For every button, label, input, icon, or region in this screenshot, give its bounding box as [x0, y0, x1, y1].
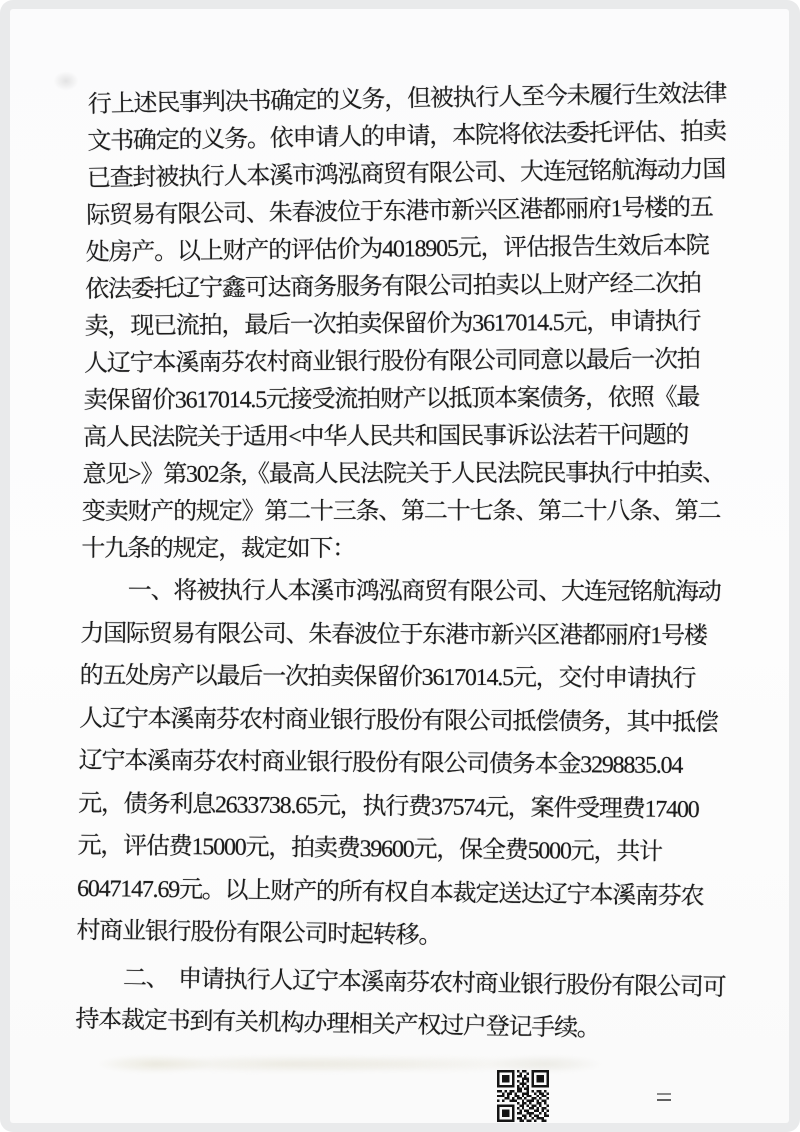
text-line: 变卖财产的规定》第二十三条、第二十七条、第二十八条、第二: [81, 498, 721, 526]
text-line: 6047147.69元。以上财产的所有权自本裁定送达辽宁本溪南芬农: [76, 875, 704, 910]
paragraph: [75, 957, 743, 1042]
qr-code: [497, 1070, 549, 1122]
equals-mark: [657, 1093, 671, 1101]
text-line: 元，评估费15000元，拍卖费39600元，保全费5000元，共计: [77, 832, 663, 866]
equals-mark-top-bar: [657, 1093, 671, 1095]
text-line: 十九条的规定，裁定如下：: [81, 535, 356, 563]
text-line: 二、 申请执行人辽宁本溪南芬农村商业银行股份有限公司可: [122, 965, 726, 1001]
text-line: 持本裁定书到有关机构办理相关产权过户登记手续。: [75, 1006, 600, 1042]
paragraph: [76, 570, 743, 953]
text-line: 一、将被执行人本溪市鸿泓商贸有限公司、大连冠铭航海动: [127, 578, 721, 606]
text-line: 高人民法院关于适用<中华人民共和国民事诉讼法若干问题的: [82, 422, 689, 452]
equals-mark-bottom-bar: [657, 1099, 671, 1101]
text-line: 文书确定的义务。依申请人的申请，本院将依法委托评估、拍卖: [87, 118, 726, 156]
text-line: 卖保留价3617014.5元接受流拍财产以抵顶本案债务，依照《最: [83, 384, 700, 415]
paragraph: [81, 80, 743, 568]
text-line: 处房产。以上财产的评估价为4018905元，评估报告生效后本院: [85, 232, 709, 267]
text-line: 际贸易有限公司、朱春波位于东港市新兴区港都丽府1号楼的五: [86, 194, 713, 230]
text-line: 人辽宁本溪南芬农村商业银行股份有限公司抵偿债务，其中抵偿: [79, 705, 718, 736]
text-line: 依法委托辽宁鑫可达商务服务有限公司拍卖以上财产经二次拍: [85, 270, 701, 304]
scan-smudge: [48, 67, 84, 95]
text-line: 已查封被执行人本溪市鸿泓商贸有限公司、大连冠铭航海动力国: [86, 156, 726, 193]
text-line: 力国际贸易有限公司、朱春波位于东港市新兴区港都丽府1号楼: [80, 620, 707, 649]
text-line: 的五处房产以最后一次拍卖保留价3617014.5元，交付申请执行: [79, 662, 696, 693]
text-line: 意见>》第302条,《最高人民法院关于人民法院民事执行中拍卖、: [82, 460, 725, 489]
qr-code-svg: [497, 1070, 549, 1122]
text-line: 村商业银行股份有限公司时起转移。: [76, 917, 442, 950]
text-line: 行上述民事判决书确定的义务，但被执行人至今未履行生效法律: [87, 80, 727, 118]
text-line: 元，债务利息2633738.65元，执行费37574元，案件受理费17400: [78, 790, 699, 823]
text-line: 人辽宁本溪南芬农村商业银行股份有限公司同意以最后一次拍: [83, 346, 700, 378]
ruling-text: [75, 80, 743, 1042]
text-line: 辽宁本溪南芬农村商业银行股份有限公司债务本金3298835.04: [78, 747, 683, 779]
text-line: 卖，现已流拍，最后一次拍卖保留价为3617014.5元，申请执行: [84, 308, 701, 341]
